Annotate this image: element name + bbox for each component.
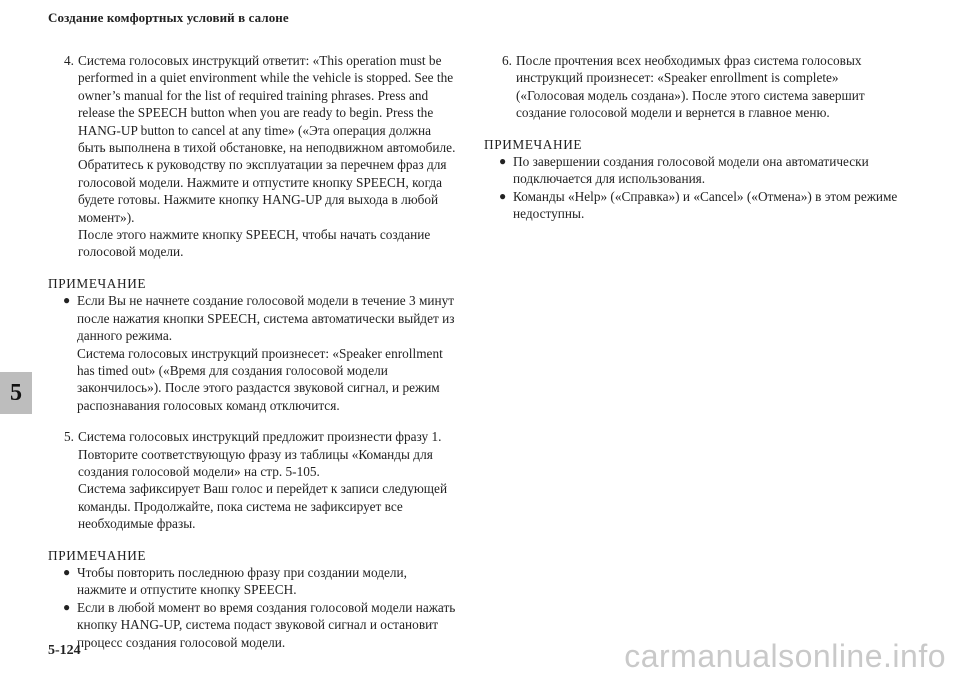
note-paragraph: Если Вы не начнете создание голосовой модели в течение 3 минут после нажатия кнопки SPEECH, система автоматически выйдет из данного режима.	[77, 293, 455, 344]
note-title: ПРИМЕЧАНИЕ	[48, 275, 147, 291]
bullet-icon: ●	[499, 188, 507, 203]
bullet-icon: ●	[63, 599, 71, 614]
chapter-tab: 5	[0, 372, 32, 414]
step-number: 6.	[502, 53, 512, 68]
step-5	[48, 428, 458, 532]
step-number: 5.	[64, 429, 74, 445]
note-body: Команды «Help» («Справка») и «Cancel» («Отмена») в этом режиме недоступны.	[513, 188, 898, 222]
step-6	[484, 52, 904, 122]
note-block	[484, 136, 904, 223]
note-paragraph: Система голосовых инструкций произнесет: «Speaker enrollment has timed out» («Время для создания голосовой модели закончилось»). После этого раздастся звуковой сигнал, и режим распознавания голосовых команд отключится.	[77, 345, 443, 413]
left-column	[48, 52, 458, 665]
step-paragraph: После прочтения всех необходимых фраз система голосовых инструкций произнесет: «Speaker enrollment is complete» («Голосовая модель создана»). После этого система завершит создание голосовой модели и вернется в главное меню.	[516, 53, 865, 121]
right-column	[484, 52, 904, 237]
note-item	[48, 564, 458, 599]
bullet-icon: ●	[63, 564, 71, 579]
note-block	[48, 547, 458, 651]
step-paragraph: После этого нажмите кнопку SPEECH, чтобы начать создание голосовой модели.	[78, 227, 431, 260]
step-number: 4.	[64, 53, 74, 68]
note-title: ПРИМЕЧАНИЕ	[484, 136, 583, 152]
note-body	[77, 292, 458, 414]
note-item	[484, 153, 904, 188]
step-paragraph: Система голосовых инструкций предложит произнести фразу 1. Повторите соответствующую фразу из таблицы «Команды для создания голосовой модели» на стр. 5-105.	[78, 429, 442, 479]
watermark: carmanualsonline.info	[624, 638, 946, 674]
step-paragraph: Система зафиксирует Ваш голос и перейдет к записи следующей команды. Продолжайте, пока система не зафиксирует все необходимые фразы.	[78, 481, 448, 532]
step-body	[516, 52, 904, 122]
step-4	[48, 52, 458, 261]
bullet-icon: ●	[63, 293, 71, 308]
note-title: ПРИМЕЧАНИЕ	[48, 547, 147, 563]
note-item	[48, 292, 458, 414]
page-number: 5-124	[48, 643, 81, 658]
step-body	[78, 428, 458, 532]
running-header: Создание комфортных условий в салоне	[48, 10, 289, 25]
bullet-icon: ●	[499, 154, 507, 169]
note-item	[48, 599, 458, 651]
note-body: Чтобы повторить последнюю фразу при создании модели, нажмите и отпустите кнопку SPEECH.	[77, 564, 407, 598]
note-body: Если в любой момент во время создания голосовой модели нажать кнопку HANG-UP, система подаст звуковой сигнал и остановит процесс создания голосовой модели.	[77, 599, 456, 650]
note-block	[48, 275, 458, 414]
note-body: По завершении создания голосовой модели она автоматически подключается для использования.	[513, 154, 869, 187]
step-body	[78, 52, 458, 261]
step-paragraph: Система голосовых инструкций ответит: «This operation must be performed in a quiet environment while the vehicle is stopped. See the owner’s manual for the list of required training phrases. Press and release the SPEECH button when you are ready to begin. Press the HANG-UP button to cancel at any time» («Эта операция должна быть выполнена в тихой обстановке, на неподвижном автомобиле. Обратитесь к руководству по эксплуатации за перечнем фраз для голосовой модели. Нажмите и отпустите кнопку SPEECH, когда будете готовы. Нажмите кнопку HANG-UP для выхода в любой момент»).	[78, 53, 456, 225]
note-item	[484, 188, 904, 223]
